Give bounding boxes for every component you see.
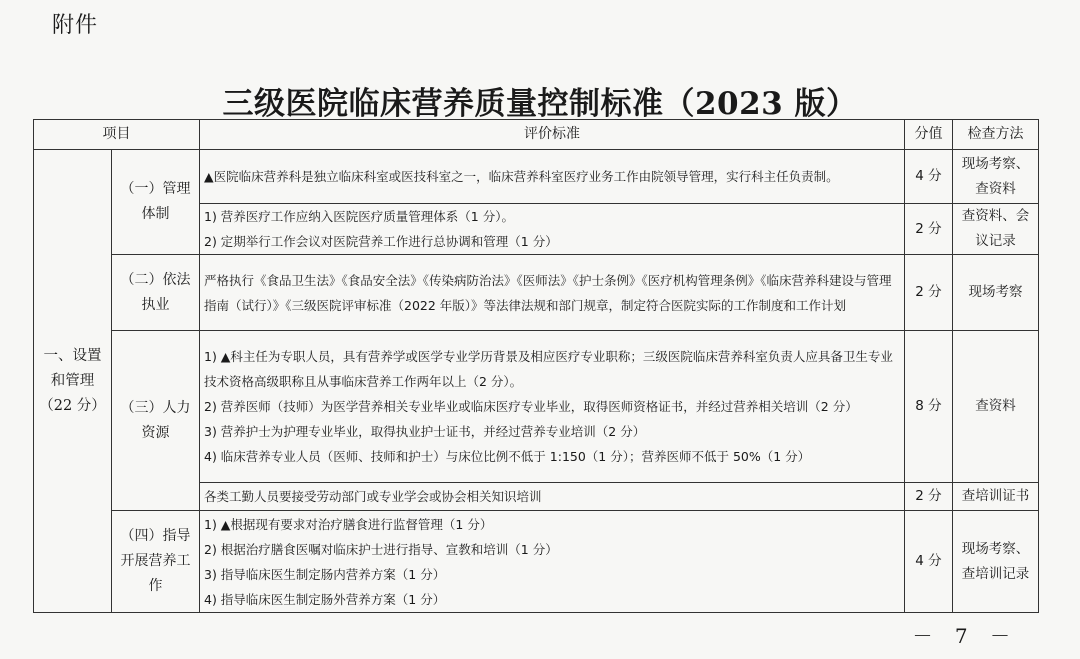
method-cell: 查培训证书 <box>953 483 1039 511</box>
score-cell: 2 分 <box>905 483 953 511</box>
table-header-row <box>34 120 1039 150</box>
score-cell: 8 分 <box>905 331 953 483</box>
subcategory-cell: （一）管理体制 <box>112 150 200 255</box>
method-cell: 现场考察 <box>953 255 1039 331</box>
criteria-line: 1) ▲根据现有要求对治疗膳食进行监督管理（1 分） <box>204 516 493 532</box>
subcategory-cell: （二）依法执业 <box>112 255 200 331</box>
header-criteria: 评价标准 <box>200 120 905 150</box>
method-cell: 现场考察、查资料 <box>953 150 1039 204</box>
criteria-line: ▲医院临床营养科是独立临床科室或医技科室之一，临床营养科室医疗业务工作由院领导管理，实行科主任负责制。 <box>204 169 839 184</box>
page-title: 三级医院临床营养质量控制标准（2023 版） <box>222 86 858 122</box>
criteria-cell <box>200 255 905 331</box>
criteria-line: 4) 临床营养专业人员（医师、技师和护士）与床位比例不低于 1:150（1 分）；营养医师不低于 50%（1 分） <box>204 449 811 464</box>
score-cell: 2 分 <box>905 255 953 331</box>
criteria-line: 2) 营养医师（技师）为医学营养相关专业毕业或临床医疗专业毕业，取得医师资格证书，并经过营养相关培训（2 分） <box>204 399 858 414</box>
category-cell: 一、设置和管理（22 分） <box>34 150 112 613</box>
criteria-line: 2) 根据治疗膳食医嘱对临床护士进行指导、宣教和培训（1 分） <box>204 541 558 557</box>
header-score: 分值 <box>905 120 953 150</box>
score-cell: 2 分 <box>905 204 953 255</box>
page-number: － 7 － <box>912 624 1018 648</box>
header-item: 项目 <box>34 120 200 150</box>
criteria-line: 1) 营养医疗工作应纳入医院医疗质量管理体系（1 分）。 <box>204 209 514 224</box>
criteria-line: 1) ▲科主任为专职人员，具有营养学或医学专业学历背景及相应医疗专业职称；三级医院临床营养科室负责人应具备卫生专业技术资格高级职称且从事临床营养工作两年以上（2 分）。 <box>204 349 893 389</box>
score-cell: 4 分 <box>905 150 953 204</box>
standards-table <box>33 119 1039 613</box>
method-cell: 查资料 <box>953 331 1039 483</box>
subcategory-cell: （三）人力资源 <box>112 331 200 511</box>
criteria-line: 各类工勤人员要接受劳动部门或专业学会或协会相关知识培训 <box>204 489 542 504</box>
table-row <box>34 331 1039 483</box>
criteria-line: 严格执行《食品卫生法》《食品安全法》《传染病防治法》《医师法》《护士条例》《医疗机构管理条例》《临床营养科建设与管理指南（试行）》《三级医院评审标准（2022 年版）》等法律法规和部门规章，制定符合医院实际的工作制度和工作计划 <box>204 272 892 313</box>
criteria-line: 3) 指导临床医生制定肠内营养方案（1 分） <box>204 566 446 582</box>
criteria-line: 2) 定期举行工作会议对医院营养工作进行总协调和管理（1 分） <box>204 234 558 249</box>
subcategory-cell: （四）指导开展营养工作 <box>112 511 200 613</box>
table-row <box>34 150 1039 204</box>
criteria-line: 3) 营养护士为护理专业毕业，取得执业护士证书，并经过营养专业培训（2 分） <box>204 424 646 439</box>
criteria-line: 4) 指导临床医生制定肠外营养方案（1 分） <box>204 591 446 607</box>
criteria-cell <box>200 204 905 255</box>
attachment-label: 附件 <box>52 13 99 38</box>
criteria-cell <box>200 483 905 511</box>
criteria-cell <box>200 331 905 483</box>
method-cell: 查资料、会议记录 <box>953 204 1039 255</box>
score-cell: 4 分 <box>905 511 953 613</box>
header-method: 检查方法 <box>953 120 1039 150</box>
table-row <box>34 511 1039 613</box>
method-cell: 现场考察、查培训记录 <box>953 511 1039 613</box>
table-row <box>34 255 1039 331</box>
criteria-cell <box>200 511 905 613</box>
criteria-cell <box>200 150 905 204</box>
